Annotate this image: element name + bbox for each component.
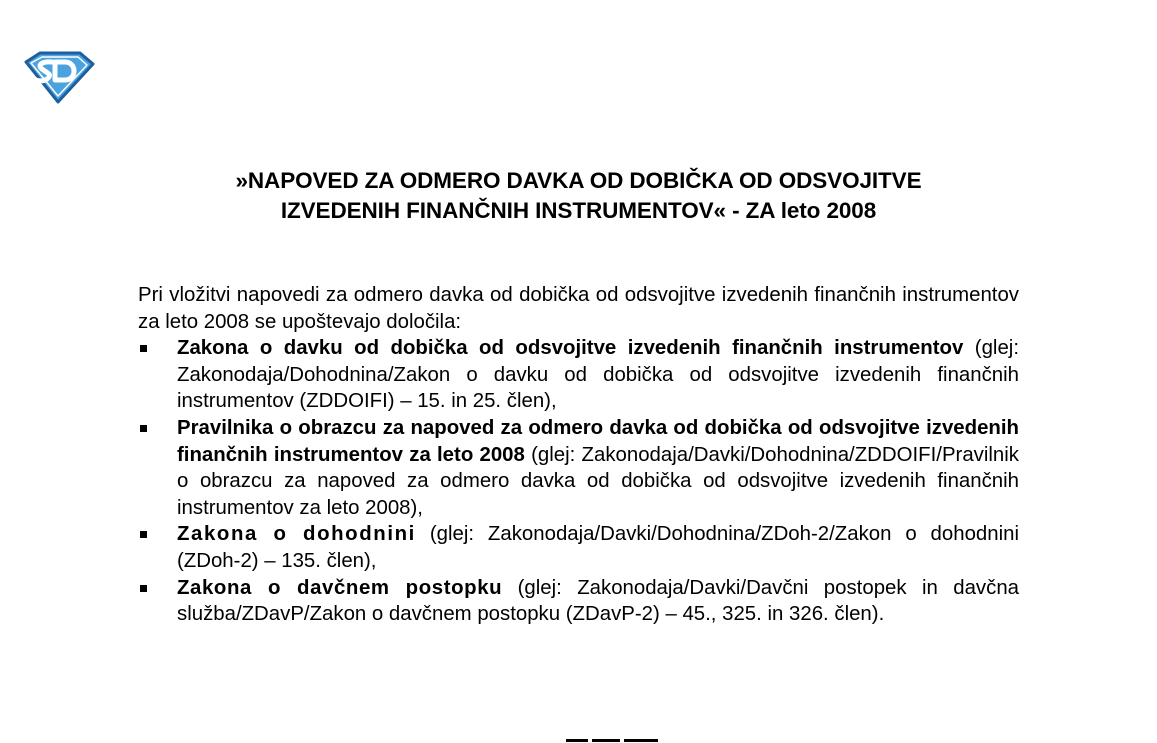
law-reference: (glej: Zakonodaja/Davki/Davčni postopek in davčna služba/ZDavP/Zakon o davčnem postopku (ZDavP-2) – 45., 325. in 326. člen).	[177, 576, 1019, 626]
law-title: Zakona o davku od dobička od odsvojitve izvedenih finančnih instrumentov	[177, 337, 964, 360]
square-bullet-icon	[140, 585, 147, 592]
square-bullet-icon	[140, 345, 147, 352]
list-item	[138, 575, 1019, 628]
logo-shield-icon	[22, 48, 96, 104]
square-bullet-icon	[140, 425, 147, 432]
law-reference: (glej: Zakonodaja/Davki/Dohodnina/ZDoh-2/Zakon o dohodnini (ZDoh-2) – 135. člen),	[177, 523, 1020, 572]
law-title: Zakona o dohodnini	[177, 523, 416, 546]
square-bullet-icon	[140, 531, 147, 538]
logo-emblem	[22, 48, 96, 104]
document-body	[138, 282, 1019, 628]
law-reference: (glej: Zakonodaja/Davki/Dohodnina/ZDDOIFI/Pravilnik o obrazcu za napoved za odmero davka od dobička od odsvojitve izvedenih finančnih instrumentov za leto 2008),	[177, 443, 1019, 519]
document-title	[0, 166, 1157, 226]
law-title: Pravilnika o obrazcu za napoved za odmero davka od dobička od odsvojitve izvedenih finančnih instrumentov za leto 2008	[177, 416, 1019, 466]
regulations-list	[138, 335, 1019, 628]
law-reference: (glej: Zakonodaja/Dohodnina/Zakon o davku od dobička od odsvojitve izvedenih finančnih instrumentov (ZDDOIFI) – 15. in 25. člen),	[177, 337, 1019, 413]
list-item	[138, 335, 1019, 415]
intro-paragraph: Pri vložitvi napovedi za odmero davka od dobička od odsvojitve izvedenih finančnih instrumentov za leto 2008 se upoštevajo določila:	[138, 284, 1019, 333]
law-title: Zakona o davčnem postopku	[177, 576, 503, 599]
document-title-line-1: »NAPOVED ZA ODMERO DAVKA OD DOBIČKA OD ODSVOJITVE	[235, 168, 922, 193]
list-item	[138, 415, 1019, 521]
document-title-line-2: IZVEDENIH FINANČNIH INSTRUMENTOV« - ZA leto 2008	[280, 198, 877, 223]
cut-off-next-heading	[560, 738, 670, 743]
list-item	[138, 521, 1019, 574]
